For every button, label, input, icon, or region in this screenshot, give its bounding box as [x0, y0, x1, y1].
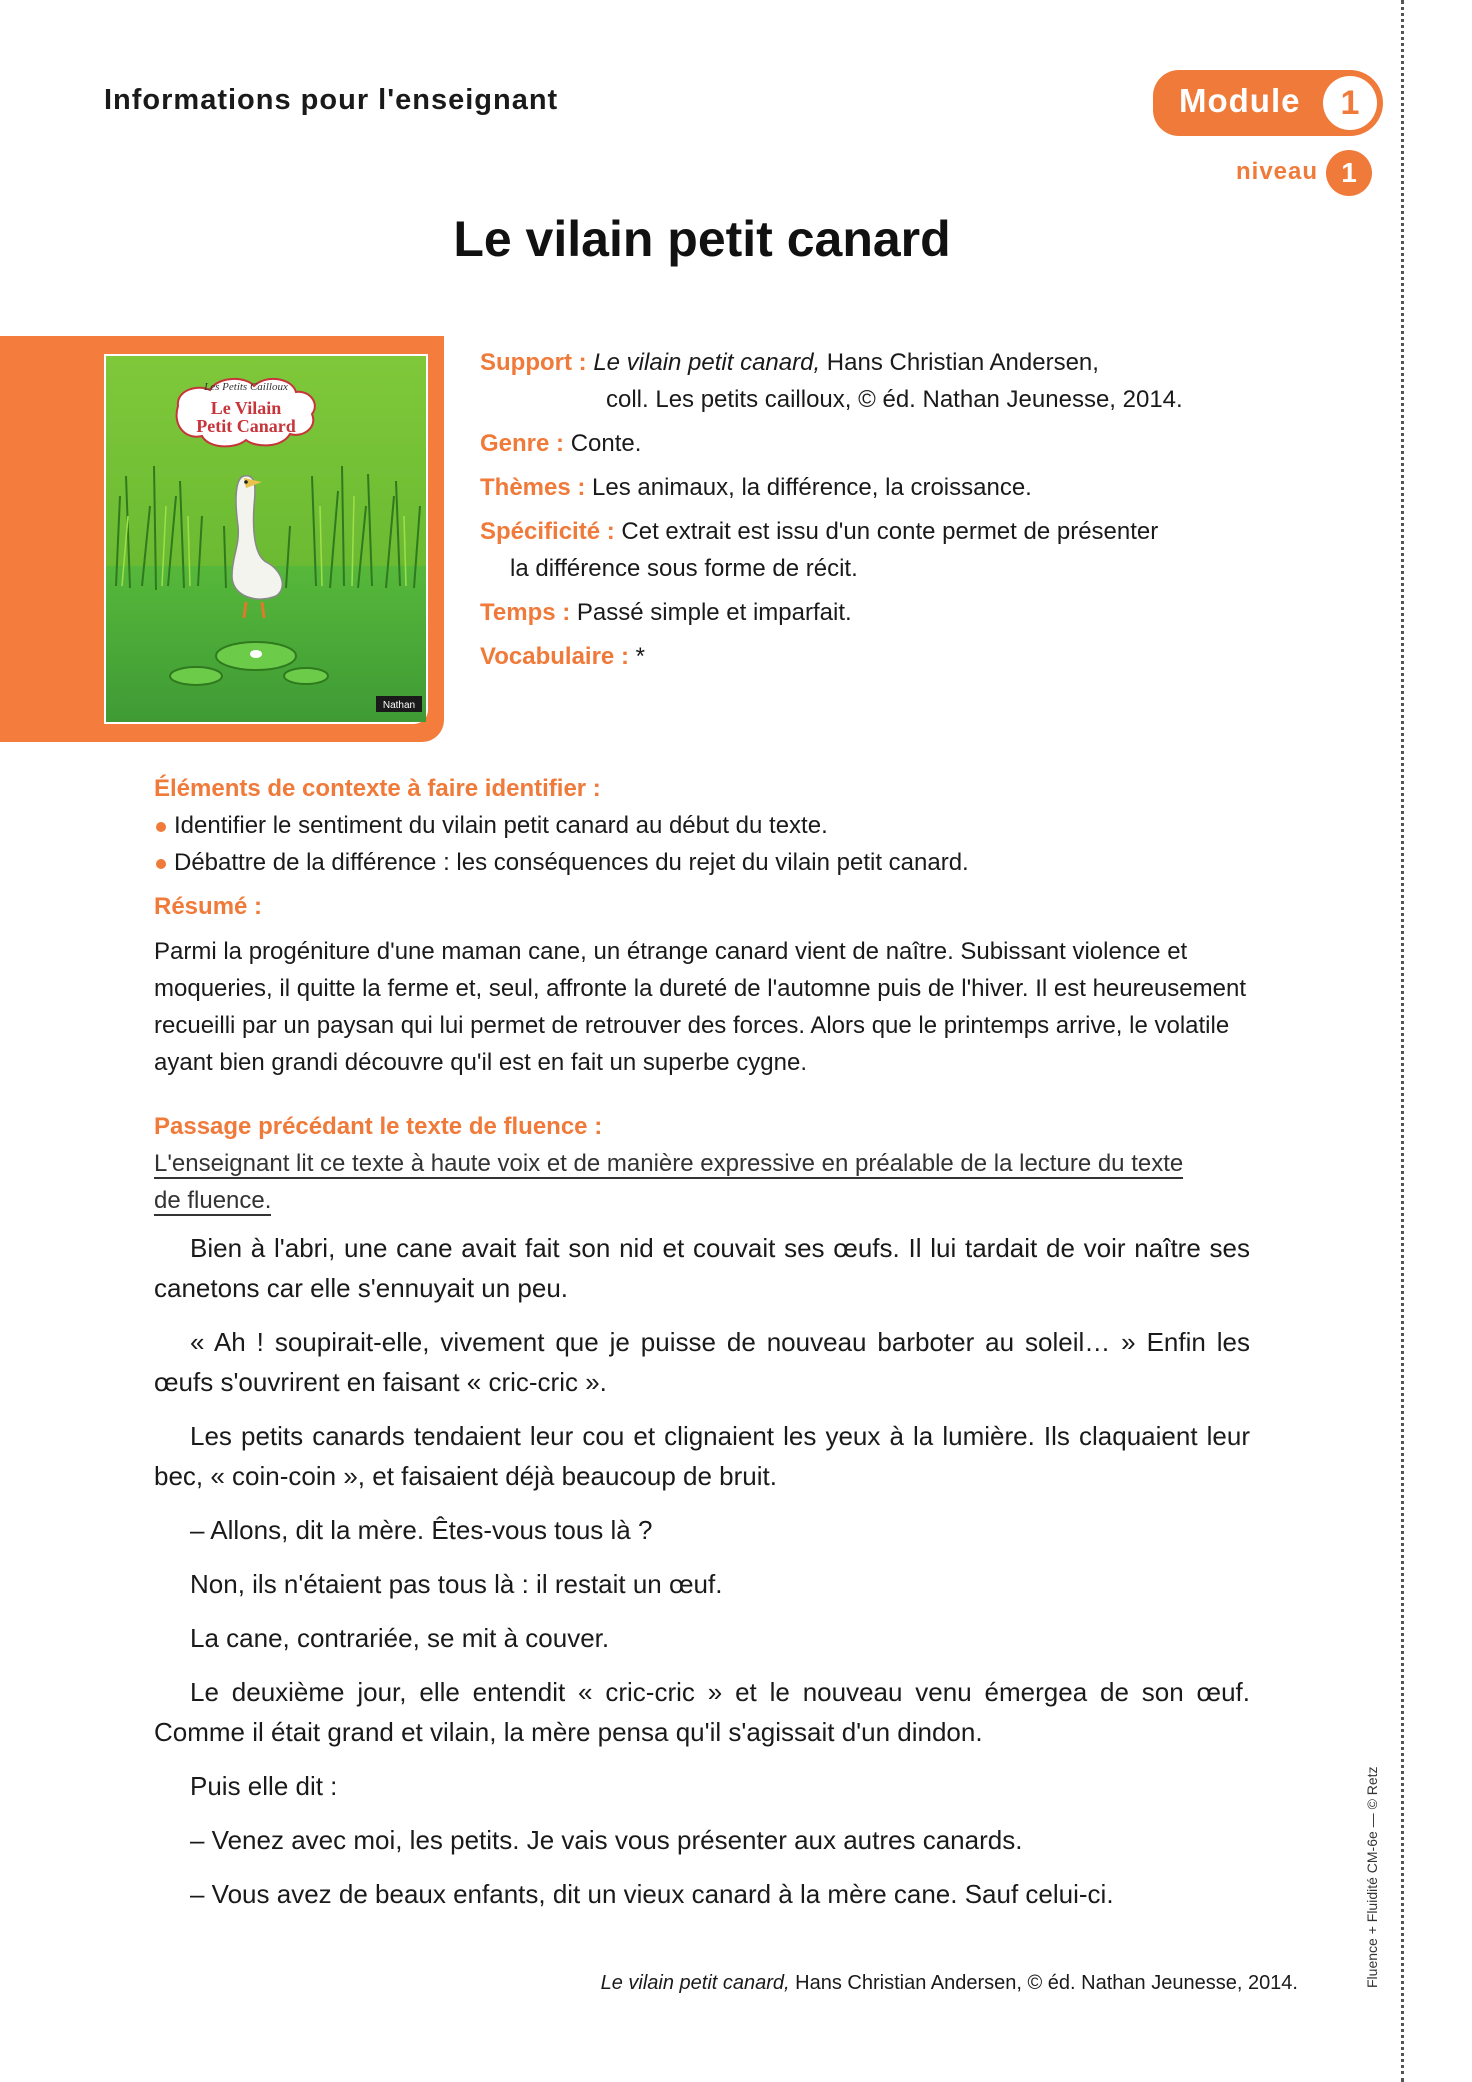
themes-value: Les animaux, la différence, la croissance. [585, 474, 1032, 501]
cut-line [1401, 0, 1404, 2082]
resume-heading: Résumé : [154, 893, 263, 920]
side-credit: Fluence + Fluidité CM-6e — © Retz [1364, 1766, 1380, 1988]
context-heading: Éléments de contexte à faire identifier : [154, 775, 601, 802]
story-text [154, 1228, 1250, 1928]
cover-series: Les Petits Cailloux [204, 381, 288, 393]
support-line2: coll. Les petits cailloux, © éd. Nathan Jeunesse, 2014. [606, 386, 1183, 413]
support-label: Support : [480, 349, 587, 376]
module-badge [1153, 70, 1383, 136]
passage-section [154, 1108, 1194, 1219]
cover-title-line1: Le Vilain [210, 398, 282, 418]
teacher-info-label: Informations pour l'enseignant [104, 84, 559, 116]
genre-value: Conte. [564, 430, 642, 457]
temps-label: Temps : [480, 599, 571, 626]
support-author: Hans Christian Andersen, [820, 349, 1099, 376]
vocabulaire-value: * [628, 643, 645, 670]
niveau-label: niveau [1236, 158, 1319, 185]
specificite-label: Spécificité : [480, 518, 615, 545]
story-paragraph: La cane, contrariée, se mit à couver. [190, 1623, 610, 1653]
info-specificite [480, 513, 1240, 587]
context-section [154, 770, 1264, 881]
story-paragraph: Les petits canards tendaient leur cou et clignaient les yeux à la lumière. Ils claquaient leur bec, « coin-coin », et faisaient déjà beaucoup de bruit. [154, 1421, 1250, 1491]
specificite-line2: la différence sous forme de récit. [510, 555, 858, 582]
story-paragraph: – Venez avec moi, les petits. Je vais vous présenter aux autres canards. [190, 1825, 1023, 1855]
story-paragraph: Non, ils n'étaient pas tous là : il restait un œuf. [190, 1569, 723, 1599]
source-citation [0, 1972, 1298, 1995]
vocabulaire-label: Vocabulaire : [480, 643, 629, 670]
resume-section [154, 888, 1266, 1081]
support-title: Le vilain petit canard, [593, 349, 821, 376]
resume-text: Parmi la progéniture d'une maman cane, un étrange canard vient de naître. Subissant violence et moqueries, il quitte la ferme et, seul, affronte la dureté de l'automne puis de l'hiver. Il est heureusement recueilli par un paysan qui lui permet de retrouver des forces. Alors que le printemps arrive, le volatile ayant bien grandi découvre qu'il est en fait un superbe cygne. [154, 938, 1246, 1076]
page-title: Le vilain petit canard [453, 211, 951, 267]
info-themes [480, 469, 1240, 506]
cover-publisher: Nathan [382, 700, 416, 711]
info-genre [480, 425, 1240, 462]
specificite-line1: Cet extrait est issu d'un conte permet de présenter [614, 518, 1159, 545]
source-title: Le vilain petit canard, [600, 1972, 790, 1994]
book-cover-image [106, 356, 426, 722]
genre-label: Genre : [480, 430, 565, 457]
info-support [480, 344, 1240, 418]
story-paragraph: Le deuxième jour, elle entendit « cric-cric » et le nouveau venu émergea de son œuf. Comme il était grand et vilain, la mère pensa qu'il s'agissait d'un dindon. [154, 1677, 1250, 1747]
story-paragraph: – Allons, dit la mère. Êtes-vous tous là ? [190, 1515, 653, 1545]
themes-label: Thèmes : [480, 474, 586, 501]
niveau-number: 1 [1326, 150, 1372, 196]
temps-value: Passé simple et imparfait. [570, 599, 852, 626]
passage-heading: Passage précédant le texte de fluence : [154, 1113, 603, 1140]
story-paragraph: « Ah ! soupirait-elle, vivement que je puisse de nouveau barboter au soleil… » Enfin les œufs s'ouvrirent en faisant « cric-cric ». [154, 1327, 1250, 1397]
story-paragraph: Bien à l'abri, une cane avait fait son nid et couvait ses œufs. Il lui tardait de voir naître ses canetons car elle s'ennuyait un peu. [154, 1233, 1250, 1303]
module-label: Module [1179, 82, 1301, 119]
info-temps [480, 594, 1240, 631]
source-rest: Hans Christian Andersen, © éd. Nathan Jeunesse, 2014. [789, 1972, 1298, 1994]
context-item: Débattre de la différence : les conséquences du rejet du vilain petit canard. [154, 844, 1264, 881]
book-info [480, 344, 1240, 682]
teacher-note: L'enseignant lit ce texte à haute voix et de manière expressive en préalable de la lecture du texte de fluence. [154, 1150, 1184, 1214]
module-number: 1 [1323, 76, 1377, 130]
story-paragraph: Puis elle dit : [190, 1771, 338, 1801]
cover-title-line2: Petit Canard [196, 416, 296, 436]
context-item: Identifier le sentiment du vilain petit canard au début du texte. [154, 807, 1264, 844]
info-vocabulaire [480, 638, 1240, 675]
story-paragraph: – Vous avez de beaux enfants, dit un vieux canard à la mère cane. Sauf celui-ci. [190, 1879, 1114, 1909]
